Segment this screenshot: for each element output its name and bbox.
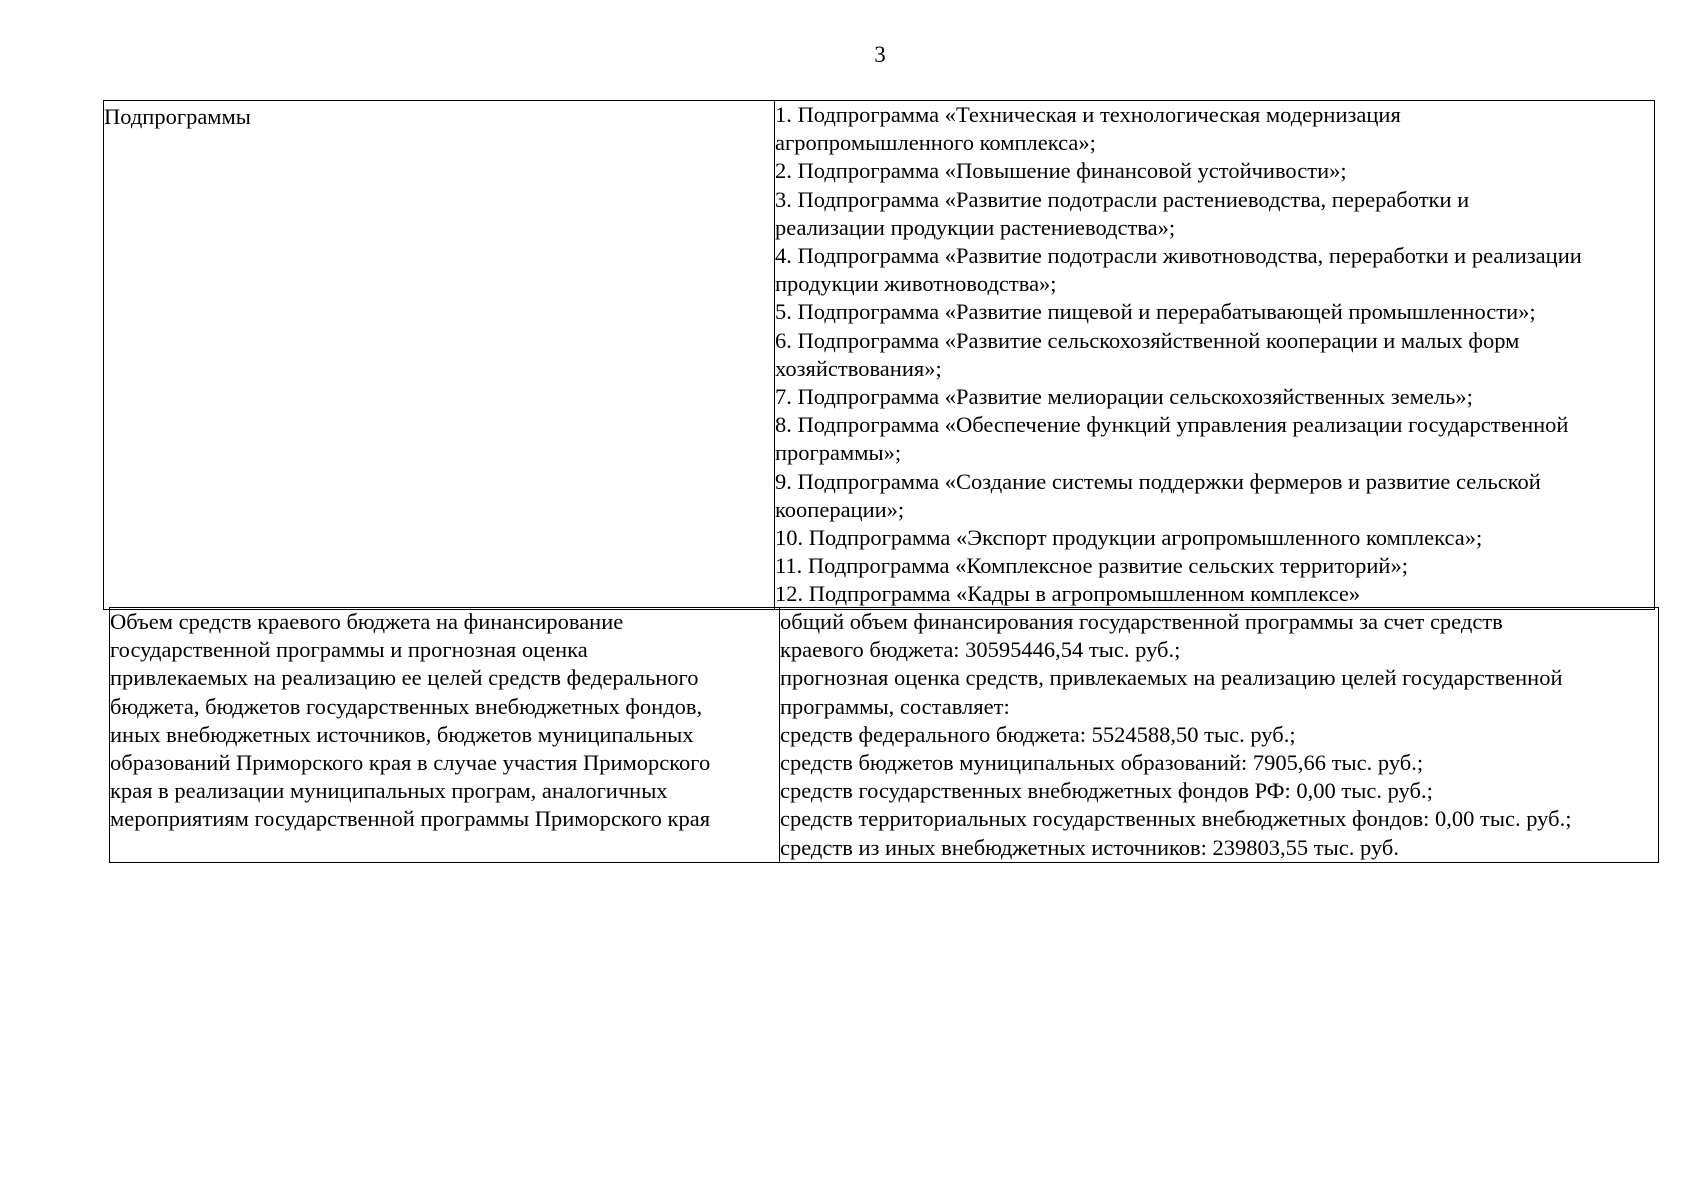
subprogram-line: 3. Подпрограмма «Развитие подотрасли растениеводства, переработки и [775, 186, 1470, 212]
subprogram-line: программы»; [775, 440, 902, 466]
subprogram-line: 12. Подпрограмма «Кадры в агропромышленном комплексе» [775, 581, 1361, 607]
subprograms-list-cell [775, 101, 1655, 610]
funding-value-line: средств государственных внебюджетных фондов РФ: 0,00 тыс. руб.; [780, 778, 1433, 804]
funding-value-line: средств федерального бюджета: 5524588,50 тыс. руб.; [780, 721, 1296, 747]
funding-value-line: программы, составляет: [780, 693, 1010, 719]
subprogram-line: 4. Подпрограмма «Развитие подотрасли животноводства, переработки и реализации [775, 243, 1582, 269]
funding-label-line: Объем средств краевого бюджета на финансирование [110, 609, 624, 634]
funding-label-line: края в реализации муниципальных програм, аналогичных [110, 778, 668, 804]
funding-label-line: привлекаемых на реализацию ее целей средств федерального [110, 665, 699, 691]
subprogram-line: 2. Подпрограмма «Повышение финансовой устойчивости»; [775, 158, 1347, 184]
subprograms-label-cell [104, 101, 775, 610]
funding-label-line: бюджета, бюджетов государственных внебюджетных фондов, [110, 693, 703, 719]
funding-value-line: средств бюджетов муниципальных образований: 7905,66 тыс. руб.; [780, 750, 1424, 776]
funding-label-cell [110, 608, 780, 863]
subprograms-row [104, 101, 1655, 610]
subprogram-line: 7. Подпрограмма «Развитие мелиорации сельскохозяйственных земель»; [775, 384, 1473, 410]
page-number: 3 [874, 42, 886, 67]
funding-row [110, 608, 1659, 863]
subprogram-line: 1. Подпрограмма «Техническая и технологическая модернизация [775, 102, 1401, 127]
subprogram-line: агропромышленного комплекса»; [775, 130, 1096, 156]
subprogram-line: 10. Подпрограмма «Экспорт продукции агропромышленного комплекса»; [775, 525, 1483, 551]
funding-value-line: общий объем финансирования государственной программы за счет средств [780, 609, 1503, 634]
funding-label-line: государственной программы и прогнозная оценка [110, 637, 588, 663]
subprogram-line: реализации продукции растениеводства»; [775, 214, 1176, 240]
funding-value-line: средств из иных внебюджетных источников: 239803,55 тыс. руб. [780, 834, 1399, 860]
subprogram-line: 6. Подпрограмма «Развитие сельскохозяйственной кооперации и малых форм [775, 327, 1520, 353]
subprogram-line: продукции животноводства»; [775, 271, 1057, 297]
funding-value-cell [780, 608, 1659, 863]
funding-value-line: прогнозная оценка средств, привлекаемых на реализацию целей государственной [780, 665, 1563, 691]
funding-label-line: образований Приморского края в случае участия Приморского [110, 750, 711, 776]
funding-table [109, 607, 1659, 863]
subprogram-line: 8. Подпрограмма «Обеспечение функций управления реализации государственной [775, 412, 1569, 438]
subprogram-line: 9. Подпрограмма «Создание системы поддержки фермеров и развитие сельской [775, 468, 1541, 494]
funding-label-line: иных внебюджетных источников, бюджетов муниципальных [110, 721, 694, 747]
funding-label-line: мероприятиям государственной программы Приморского края [110, 806, 711, 832]
subprogram-line: кооперации»; [775, 496, 905, 522]
funding-value-line: краевого бюджета: 30595446,54 тыс. руб.; [780, 637, 1181, 663]
subprogram-line: хозяйствования»; [775, 355, 942, 381]
subprograms-table [103, 100, 1655, 610]
subprogram-line: 11. Подпрограмма «Комплексное развитие сельских территорий»; [775, 553, 1408, 579]
funding-value-line: средств территориальных государственных внебюджетных фондов: 0,00 тыс. руб.; [780, 806, 1572, 832]
subprogram-line: 5. Подпрограмма «Развитие пищевой и перерабатывающей промышленности»; [775, 299, 1536, 325]
subprograms-label: Подпрограммы [104, 104, 251, 129]
